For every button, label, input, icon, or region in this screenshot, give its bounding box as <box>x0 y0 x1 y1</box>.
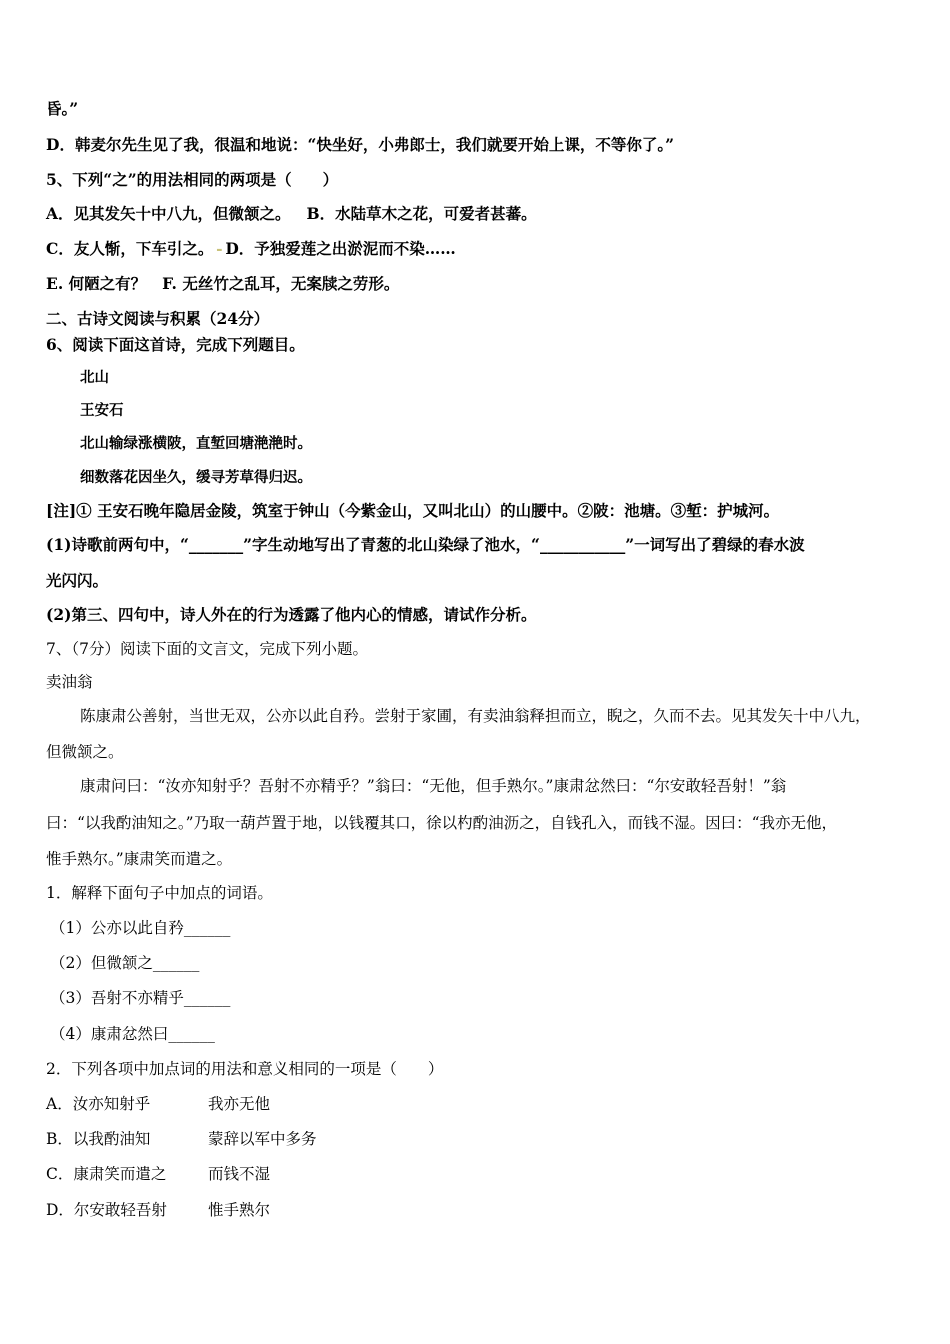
q7-sub1-item: （1）公亦以此自矜______ <box>50 919 231 937</box>
poem-title: 北山 <box>80 369 109 386</box>
option-left: A．汝亦知射乎 <box>46 1095 151 1113</box>
q7-sub2-option <box>46 1129 150 1149</box>
q5-option-f: F. 无丝竹之乱耳，无案牍之劳形。 <box>162 274 400 293</box>
q5-options-ab <box>46 204 537 224</box>
option-right: 我亦无他 <box>208 1095 271 1113</box>
poem-author: 王安石 <box>80 402 124 419</box>
q7-sub1-item: （4）康肃忿然曰______ <box>50 1025 215 1043</box>
q6-stem: 6、阅读下面这首诗，完成下列题目。 <box>46 335 305 354</box>
q7-stem: 7、（7分）阅读下面的文言文，完成下列小题。 <box>46 640 368 658</box>
q7-sub2-option <box>46 1164 166 1184</box>
q5-option-a: A．见其发矢十中八九，但微颔之。 <box>46 204 291 223</box>
passage-p1-line1: 陈康肃公善射，当世无双，公亦以此自矜。尝射于家圃，有卖油翁释担而立，睨之，久而不去。见其发矢十中八九， <box>80 707 871 725</box>
option-left: C．康肃笑而遣之 <box>46 1165 167 1183</box>
passage-p2-line2: 曰：“以我酌油知之。”乃取一葫芦置于地，以钱覆其口，徐以杓酌油沥之，自钱孔入，而钱不湿。因曰：“我亦无他， <box>46 814 838 832</box>
q7-sub1-stem: 1．解释下面句子中加点的词语。 <box>46 884 273 902</box>
q7-sub1-item: （3）吾射不亦精乎______ <box>50 989 231 1007</box>
option-right: 而钱不湿 <box>208 1165 271 1183</box>
passage-p2-line3: 惟手熟尔。”康肃笑而遣之。 <box>46 850 233 868</box>
q7-sub2-stem: 2．下列各项中加点词的用法和意义相同的一项是（ ） <box>46 1060 444 1078</box>
option-left: D．尔安敢轻吾射 <box>46 1201 167 1219</box>
passage-p2-line1: 康肃问曰：“汝亦知射乎？吾射不亦精乎？”翁曰：“无他，但手熟尔。”康肃忿然曰：“尔安敢轻吾射！”翁 <box>80 777 787 795</box>
q5-option-d: D．予独爱莲之出淤泥而不染…… <box>225 239 456 258</box>
poem-note: [注]① 王安石晚年隐居金陵，筑室于钟山（今紫金山，又叫北山）的山腰中。②陂：池塘。③堑：护城河。 <box>46 501 780 520</box>
passage-p1-line2: 但微颔之。 <box>46 743 124 761</box>
q5-options-ef <box>46 274 399 294</box>
q6-sub2: (2)第三、四句中，诗人外在的行为透露了他内心的情感，请试作分析。 <box>46 605 537 624</box>
q5-option-c: C．友人惭，下车引之。 <box>46 239 214 258</box>
q6-sub1-line2: 光闪闪。 <box>46 571 109 590</box>
q7-sub2-option <box>46 1094 150 1114</box>
q7-sub2-option <box>46 1200 167 1220</box>
option-right: 惟手熟尔 <box>208 1201 271 1219</box>
q6-sub1-line1: (1)诗歌前两句中，“_______”字生动地写出了青葱的北山染绿了池水，“___________”一词写出了碧绿的春水波 <box>46 535 805 554</box>
q5-stem: 5、下列“之”的用法相同的两项是（ ） <box>46 170 339 189</box>
q7-sub1-item: （2）但微颔之______ <box>50 954 200 972</box>
stray-dash-mark: - <box>216 239 223 258</box>
passage-title: 卖油翁 <box>46 673 93 691</box>
option-left: B．以我酌油知 <box>46 1130 151 1148</box>
poem-line-2: 细数落花因坐久，缓寻芳草得归迟。 <box>80 469 312 486</box>
q5-option-b: B．水陆草木之花，可爱者甚蕃。 <box>306 204 537 223</box>
option-right: 蒙辞以军中多务 <box>208 1130 317 1148</box>
section-2-heading: 二、古诗文阅读与积累（24分） <box>46 309 270 328</box>
q5-option-e: E. 何陋之有？ <box>46 274 147 293</box>
q5-options-cd <box>46 239 456 259</box>
prev-option-d: D．韩麦尔先生见了我，很温和地说：“快坐好，小弗郎士，我们就要开始上课，不等你了。” <box>46 135 675 154</box>
prev-question-tail: 昏。” <box>46 99 79 118</box>
poem-line-1: 北山输绿涨横陂，直堑回塘滟滟时。 <box>80 435 312 452</box>
